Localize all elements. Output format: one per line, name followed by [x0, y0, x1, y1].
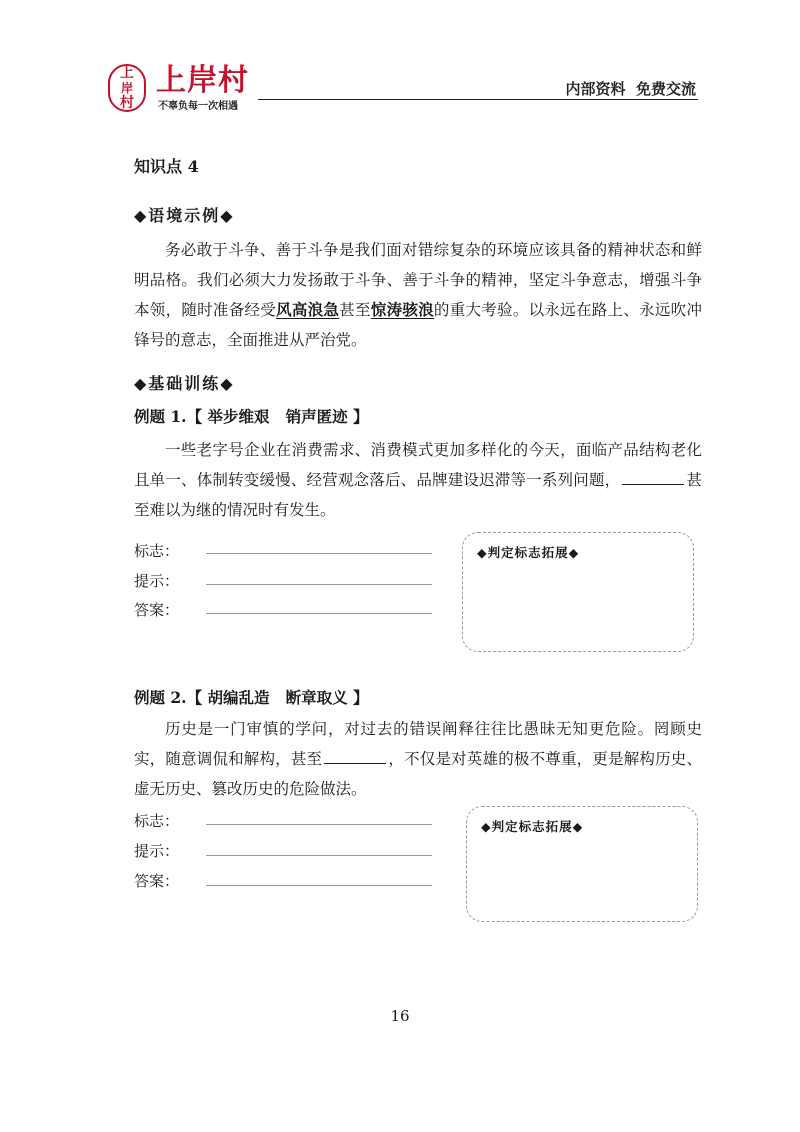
hint-input-line[interactable]	[206, 855, 432, 856]
answer-input-line[interactable]	[206, 613, 432, 614]
example-text: 甚至难以为继的情况时有发生。	[134, 471, 702, 519]
logo-seal-char: 岸	[120, 80, 133, 95]
knowledge-point-title: 知识点 4	[134, 157, 199, 176]
context-section-title: ◆语境示例◆	[134, 206, 235, 225]
hint-input-line[interactable]	[206, 584, 432, 585]
example-text: ，不仅是对英雄的极不尊重，更是解构历史、虚无历史、篡改历史的危险做法。	[134, 750, 702, 798]
context-keyword: 风高浪急	[276, 300, 340, 319]
context-text: 的重大考验。以永远在路上、永远吹冲锋号的意志，全面推进从严治党。	[134, 301, 702, 349]
sign-input-line[interactable]	[206, 553, 432, 554]
example-2-text	[134, 714, 702, 804]
logo-seal-char: 上	[120, 64, 134, 81]
context-keyword: 惊涛骇浪	[370, 300, 434, 319]
answer-label: 答案：	[134, 872, 180, 890]
page-number: 16	[390, 1007, 410, 1025]
logo-name: 上岸村	[156, 63, 249, 98]
answer-blank[interactable]	[324, 749, 386, 764]
sign-label: 标志：	[134, 812, 180, 830]
training-section-title: ◆基础训练◆	[134, 374, 235, 393]
header-note: 内部资料 免费交流	[565, 80, 696, 98]
example-text: 一些老字号企业在消费需求、消费模式更加多样化的今天，面临产品结构老化且单一、体制转变缓慢、经营观念落后、品牌建设迟滞等一系列问题，	[134, 441, 702, 489]
answer-blank[interactable]	[622, 470, 684, 485]
example-1-text	[134, 435, 702, 525]
example-1-title: 例题 1.【 举步维艰 销声匿迹 】	[134, 407, 369, 426]
extension-box	[462, 532, 694, 652]
answer-input-line[interactable]	[206, 885, 432, 886]
extension-title: ◆判定标志拓展◆	[481, 819, 584, 834]
context-paragraph	[134, 235, 702, 355]
logo-seal-icon	[108, 64, 146, 112]
hint-label: 提示：	[134, 572, 180, 590]
extension-box	[466, 806, 698, 922]
context-text: 务必敢于斗争、善于斗争是我们面对错综复杂的环境应该具备的精神状态和鲜明品格。我们必须大力发扬敢于斗争、善于斗争的精神，坚定斗争意志，增强斗争本领，随时准备经受	[134, 241, 702, 319]
logo-seal-char: 村	[120, 94, 134, 111]
logo-slogan: 不辜负每一次相遇	[158, 101, 238, 112]
example-text: 历史是一门审慎的学问，对过去的错误阐释往往比愚昧无知更危险。罔顾史实，随意调侃和解构，甚至	[134, 720, 702, 768]
extension-title: ◆判定标志拓展◆	[477, 545, 580, 560]
sign-input-line[interactable]	[206, 824, 432, 825]
context-text: 甚至	[339, 301, 371, 319]
hint-label: 提示：	[134, 842, 180, 860]
answer-label: 答案：	[134, 601, 180, 619]
sign-label: 标志：	[134, 542, 180, 560]
example-2-title: 例题 2.【 胡编乱造 断章取义 】	[134, 688, 369, 707]
header-divider	[258, 99, 698, 100]
